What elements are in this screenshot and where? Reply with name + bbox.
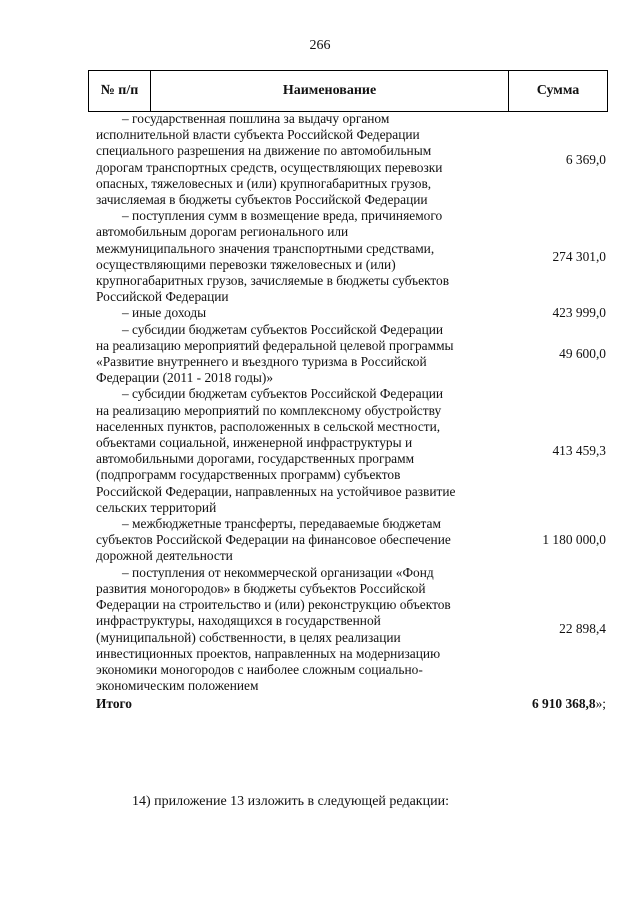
row-name-line: субъектов Российской Федерации на финансовое обеспечение	[96, 532, 451, 548]
row-name-line: автомобильными дорогами, государственных программ	[96, 451, 415, 467]
row-sum: 274 301,0	[552, 248, 606, 264]
row-name-line: (муниципальной) собственности, в целях реализации	[96, 629, 401, 645]
table-row	[96, 565, 606, 695]
page-number: 266	[309, 38, 331, 53]
row-name	[96, 322, 508, 387]
header-number-column: № п/п	[89, 71, 151, 111]
row-name-line: «Развитие внутреннего и въездного туризма в Российской	[96, 354, 427, 370]
row-sum: 1 180 000,0	[542, 532, 606, 548]
row-name-line: зачисляемая в бюджеты субъектов Российской Федерации	[96, 192, 428, 208]
row-name-line: опасных, тяжеловесных и (или) крупногабаритных грузов,	[96, 175, 432, 191]
row-sum: 6 369,0	[565, 151, 606, 167]
total-sum	[508, 696, 606, 712]
row-name-line: – поступления от некоммерческой организации «Фонд	[122, 564, 434, 580]
row-name-line: специального разрешения на движение по автомобильным	[96, 143, 432, 159]
row-name-line: межмуниципального значения транспортными средствами,	[96, 240, 435, 256]
row-sum: 49 600,0	[559, 345, 606, 361]
row-name-line: Российской Федерации, направленных на устойчивое развитие	[96, 483, 456, 499]
row-name-line: исполнительной власти субъекта Российской Федерации	[96, 127, 420, 143]
row-name	[96, 386, 508, 516]
row-name-line: – поступления сумм в возмещение вреда, причиняемого	[122, 208, 443, 224]
row-name-line: объектами социальной, инженерной инфраструктуры и	[96, 435, 413, 451]
row-name-line: (подпрограмм государственных программ) субъектов	[96, 467, 401, 483]
total-sum-tail: »;	[595, 696, 606, 712]
row-name-line: – государственная пошлина за выдачу органом	[122, 111, 390, 126]
row-name-line: развития моногородов» в бюджеты субъектов Российской	[96, 580, 426, 596]
table-row	[96, 386, 606, 516]
row-name-line: на реализацию мероприятий по комплексному обустройству	[96, 402, 442, 418]
table-row	[96, 322, 606, 387]
total-sum-value: 6 910 368,8	[531, 696, 596, 712]
table-row	[96, 516, 606, 565]
row-name-line: населенных пунктов, расположенных в сельской местности,	[96, 418, 441, 434]
header-sum-column: Сумма	[536, 83, 580, 98]
row-name	[96, 565, 508, 695]
row-sum: 22 898,4	[559, 621, 606, 637]
row-name-line: инвестиционных проектов, направленных на модернизацию	[96, 645, 441, 661]
total-row	[96, 696, 606, 712]
row-name-line: Федерации на строительство и (или) реконструкцию объектов	[96, 597, 451, 613]
row-name-line: Федерации (2011 - 2018 годы)»	[96, 370, 274, 386]
row-name-line: дорогам транспортных средств, осуществляющих перевозки	[96, 159, 443, 175]
row-name	[96, 208, 508, 305]
row-name-line: автомобильным дорогам регионального или	[96, 224, 349, 240]
row-name-line: крупногабаритных грузов, зачисляемые в бюджеты субъектов	[96, 273, 450, 289]
row-name-line: – субсидии бюджетам субъектов Российской Федерации	[122, 321, 444, 337]
row-name-line: – субсидии бюджетам субъектов Российской Федерации	[122, 386, 444, 402]
table-header	[88, 70, 608, 112]
table-row	[96, 111, 606, 208]
row-name-line: на реализацию мероприятий федеральной целевой программы	[96, 337, 454, 353]
row-name-line: инфраструктуры, находящихся в государственной	[96, 613, 381, 629]
row-name-line: – иные доходы	[122, 305, 207, 321]
table-body	[96, 111, 606, 713]
next-paragraph: 14) приложение 13 изложить в следующей редакции:	[132, 794, 449, 809]
row-name	[96, 516, 508, 565]
row-name	[96, 111, 508, 208]
row-name-line: дорожной деятельности	[96, 548, 233, 564]
total-label: Итого	[96, 696, 132, 712]
row-name-line: осуществляющими перевозки тяжеловесных и (или)	[96, 256, 396, 272]
row-name-line: сельских территорий	[96, 499, 217, 515]
row-sum: 413 459,3	[552, 443, 606, 459]
table-row	[96, 305, 606, 321]
table-row	[96, 208, 606, 305]
row-name-line: – межбюджетные трансферты, передаваемые бюджетам	[122, 516, 441, 532]
row-name-line: Российской Федерации	[96, 289, 229, 305]
row-name-line: экономики моногородов с наиболее сложным социально-	[96, 661, 423, 677]
row-sum: 423 999,0	[552, 305, 606, 321]
row-name-line: экономическим положением	[96, 678, 259, 694]
header-name-column: Наименование	[151, 71, 509, 111]
row-name	[96, 305, 508, 321]
